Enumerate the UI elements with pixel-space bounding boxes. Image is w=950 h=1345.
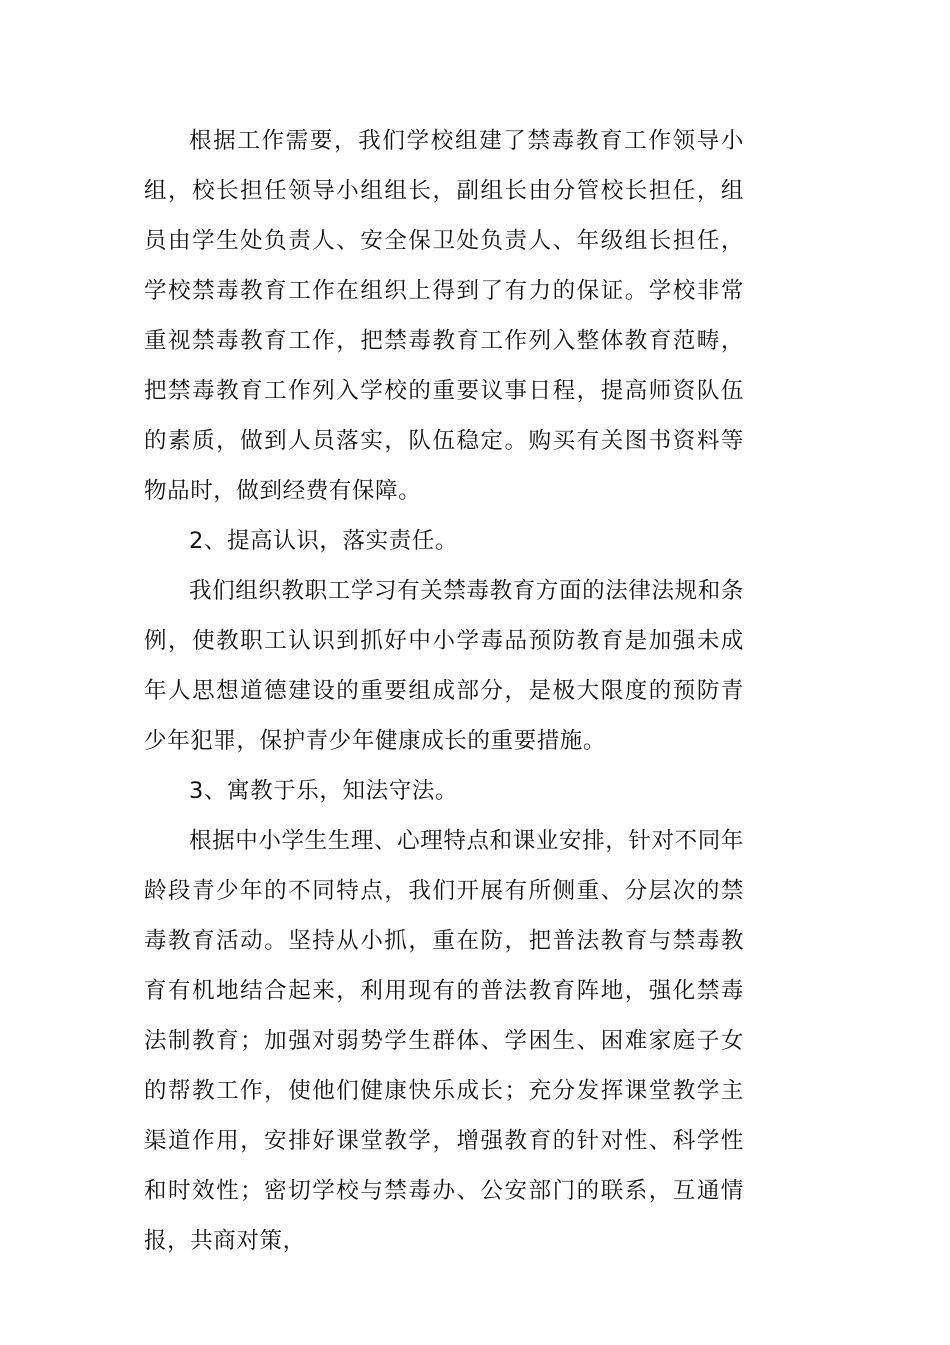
paragraph-leadership-group: 根据工作需要，我们学校组建了禁毒教育工作领导小组，校长担任领导小组组长，副组长由分管校长担任，组员由学生处负责人、安全保卫处负责人、年级组长担任，学校禁毒教育工作在组织上得到了有力的保证。学校非常重视禁毒教育工作，把禁毒教育工作列入整体教育范畴，把禁毒教育工作列入学校的重要议事日程，提高师资队伍的素质，做到人员落实，队伍稳定。购买有关图书资料等物品时，做到经费有保障。 [144, 128, 744, 504]
document-body [144, 116, 744, 1266]
paragraph-staff-study: 我们组织教职工学习有关禁毒教育方面的法律法规和条例，使教职工认识到抓好中小学毒品预防教育是加强未成年人思想道德建设的重要组成部分，是极大限度的预防青少年犯罪，保护青少年健康成长的重要措施。 [144, 578, 744, 754]
paragraph-education-activities: 根据中小学生生理、心理特点和课业安排，针对不同年龄段青少年的不同特点，我们开展有所侧重、分层次的禁毒教育活动。坚持从小抓，重在防，把普法教育与禁毒教育有机地结合起来，利用现有的普法教育阵地，强化禁毒法制教育；加强对弱势学生群体、学困生、困难家庭子女的帮教工作，使他们健康快乐成长；充分发挥课堂教学主渠道作用，安排好课堂教学，增强教育的针对性、科学性和时效性；密切学校与禁毒办、公安部门的联系，互通情报，共商对策， [144, 828, 744, 1254]
section-heading-3: 3、寓教于乐，知法守法。 [189, 778, 459, 804]
section-heading-2: 2、提高认识，落实责任。 [189, 528, 459, 554]
